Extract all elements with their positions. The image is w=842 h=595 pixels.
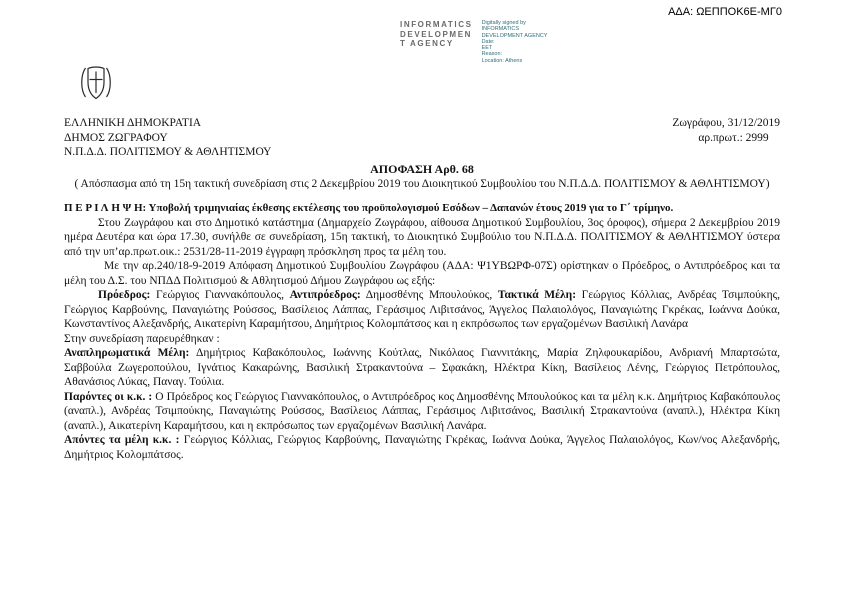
vice-president-label: Αντιπρόεδρος: [289,289,361,301]
present-members-names: Ο Πρόεδρος κος Γεώργιος Γιαννακόπουλος, ο Αντιπρόεδρος κος Δημοσθένης Μπουλούκος και τα μέλη κ.κ. Δημήτριος Καβακόπουλος (αναπλ.), Ανδρέας Τσιμπούκης, Παναγιώτης Ρούσσος, Βασίλειος Λάππας, Γεράσιμος Λιβιτσάνος, Βασιλική Στρακαντούνα (αναπλ.), Ηλέκτρα Κίκη (αναπλ.), Αικατερίνη Καραμήτσου, και η εκπρόσωπος των εργαζομένων Βασιλική Λανάρα. [64,390,780,432]
president-name: Γεώργιος Γιαννακόπουλος, [150,289,290,301]
issuing-authority [64,116,272,160]
president-label: Πρόεδρος: [98,289,151,301]
place-date: Ζωγράφου, 31/12/2019 [672,117,780,129]
document-body [64,162,780,462]
appointment-paragraph: Με την αρ.240/18-9-2019 Απόφαση Δημοτικού Συμβουλίου Ζωγράφου (ΑΔΑ: Ψ1ΥΒΩΡΦ-07Σ) ορίστηκαν ο Πρόεδρος, ο Αντιπρόεδρος και τα μέλη του Δ.Σ. του ΝΠΔΔ Πολιτισμού & Αθλητισμού Δήμου Ζωγράφου ως εξής: [64,260,780,287]
stamp-agency-name [400,20,473,49]
org-line-entity: Ν.Π.Δ.Δ. ΠΟΛΙΤΙΣΜΟΥ & ΑΘΛΗΤΙΣΜΟΥ [64,146,272,158]
stamp-sig-line: Location: Athens [481,57,523,64]
stamp-sig-line: Digitally signed by [481,20,526,26]
regular-members-names: Γεώργιος Κόλλιας, Ανδρέας Τσιμπούκης, Γεώργιος Καρβούνης, Παναγιώτης Ρούσσος, Βασίλειος Λάππας, Γεράσιμος Λιβιτσάνος, Άγγελος Παλαιολόγος, Παναγιώτης Γκρέκας, Ιωάννα Δούκα, Κωνσταντίνος Αλεξανδρής, Αικατερίνη Καραμήτσου, Δημήτριος Κολομπάτσος και η εκπρόσωπος των εργαζομένων Βασιλική Λανάρα [64,289,781,330]
digital-signature-stamp [400,20,547,64]
ada-code: ΑΔΑ: ΩΕΠΠΟΚ6Ε-ΜΓ0 [668,6,782,18]
stamp-sig-line: INFORMATICS [481,26,520,33]
alternate-members-paragraph [64,346,780,390]
summary-text: Υποβολή τριμηνιαίας έκθεσης εκτέλεσης του προϋπολογισμού Εσόδων – Δαπανών έτους 2019 για το Γ΄ τρίμηνο. [146,202,674,214]
stamp-agency-line: DEVELOPMEN [400,29,473,39]
absent-members-names: Γεώργιος Κόλλιας, Γεώργιος Καρβούνης, Παναγιώτης Γκρέκας, Ιωάννα Δούκα, Άγγελος Παλαιολόγος, Κων/νος Αλεξανδρής, Δημήτριος Κολομπάτσος. [64,434,780,461]
protocol-number: αρ.πρωτ.: 2999 [698,131,769,144]
regular-members-label: Τακτικά Μέλη: [497,289,577,301]
stamp-signature-details [482,20,548,64]
national-emblem-icon [78,62,114,109]
attendance-intro: Στην συνεδρίαση παρευρέθηκαν : [64,332,220,345]
stamp-sig-line: EET [481,45,493,52]
summary-paragraph [64,201,780,216]
stamp-agency-line: INFORMATICS [400,20,473,29]
date-protocol-block [672,116,780,160]
absent-members-label: Απόντες τα μέλη κ.κ. : [64,434,180,446]
board-members-paragraph [64,288,780,332]
decision-subtitle: ( Απόσπασμα από τη 15η τακτική συνεδρίαση στις 2 Δεκεμβρίου 2019 του Διοικητικού Συμβουλίου του Ν.Π.Δ.Δ. ΠΟΛΙΤΙΣΜΟΥ & ΑΘΛΗΤΙΣΜΟΥ) [74,177,770,190]
stamp-agency-line: T AGENCY [400,39,454,48]
absent-members-paragraph [64,433,780,462]
org-line-municipality: ΔΗΜΟΣ ΖΩΓΡΑΦΟΥ [64,131,168,144]
stamp-sig-line: Date: [481,38,495,45]
summary-label: Π Ε Ρ Ι Λ Η Ψ Η: [64,202,147,214]
document-header [64,116,780,160]
present-members-label: Παρόντες οι κ.κ. : [64,390,153,403]
convocation-paragraph: Στου Ζωγράφου και στο Δημοτικό κατάστημα (Δημαρχείο Ζωγράφου, αίθουσα Δημοτικού Συμβουλίου, 3ος όροφος), σήμερα 2 Δεκεμβρίου 2019 ημέρα Δευτέρα και ώρα 17.30, συνήλθε σε συνεδρίαση, 15η τακτική, το Διοικητικό Συμβούλιο του Ν.Π.Δ.Δ. ΠΟΛΙΤΙΣΜΟΥ & ΑΘΛΗΤΙΣΜΟΥ ύστερα από την υπ’αρ.πρωτ.οικ.: 2531/28-11-2019 έγγραφη πρόσκληση προς τα μέλη του. [64,216,780,258]
stamp-sig-line: DEVELOPMENT AGENCY [481,32,548,39]
stamp-sig-line: Reason: [481,51,503,58]
alternate-members-label: Αναπληρωματικά Μέλη: [64,347,190,359]
alternate-members-names: Δημήτριος Καβακόπουλος, Ιωάννης Κούτλας, Νικόλαος Γιαννιτάκης, Μαρία Ζηλφουκαρίδου, Ανδριανή Μπαρτσώτα, Σαββούλα Ζωγεροπούλου, Ιγνάτιος Κακαρώνης, Βασιλική Στρακαντούνα – Σφακάκη, Ηλέκτρα Κίκη, Βασίλειος Λένης, Γεώργιος Πετρόπουλος, Αθανάσιος Λύκας, Παναγ. Τούλια. [64,347,780,388]
org-line-republic: ΕΛΛΗΝΙΚΗ ΔΗΜΟΚΡΑΤΙΑ [64,117,202,129]
present-members-paragraph [64,390,780,434]
decision-title: ΑΠΟΦΑΣΗ Αρθ. 68 [370,162,474,176]
vice-president-name: Δημοσθένης Μπουλούκος, [360,289,498,301]
